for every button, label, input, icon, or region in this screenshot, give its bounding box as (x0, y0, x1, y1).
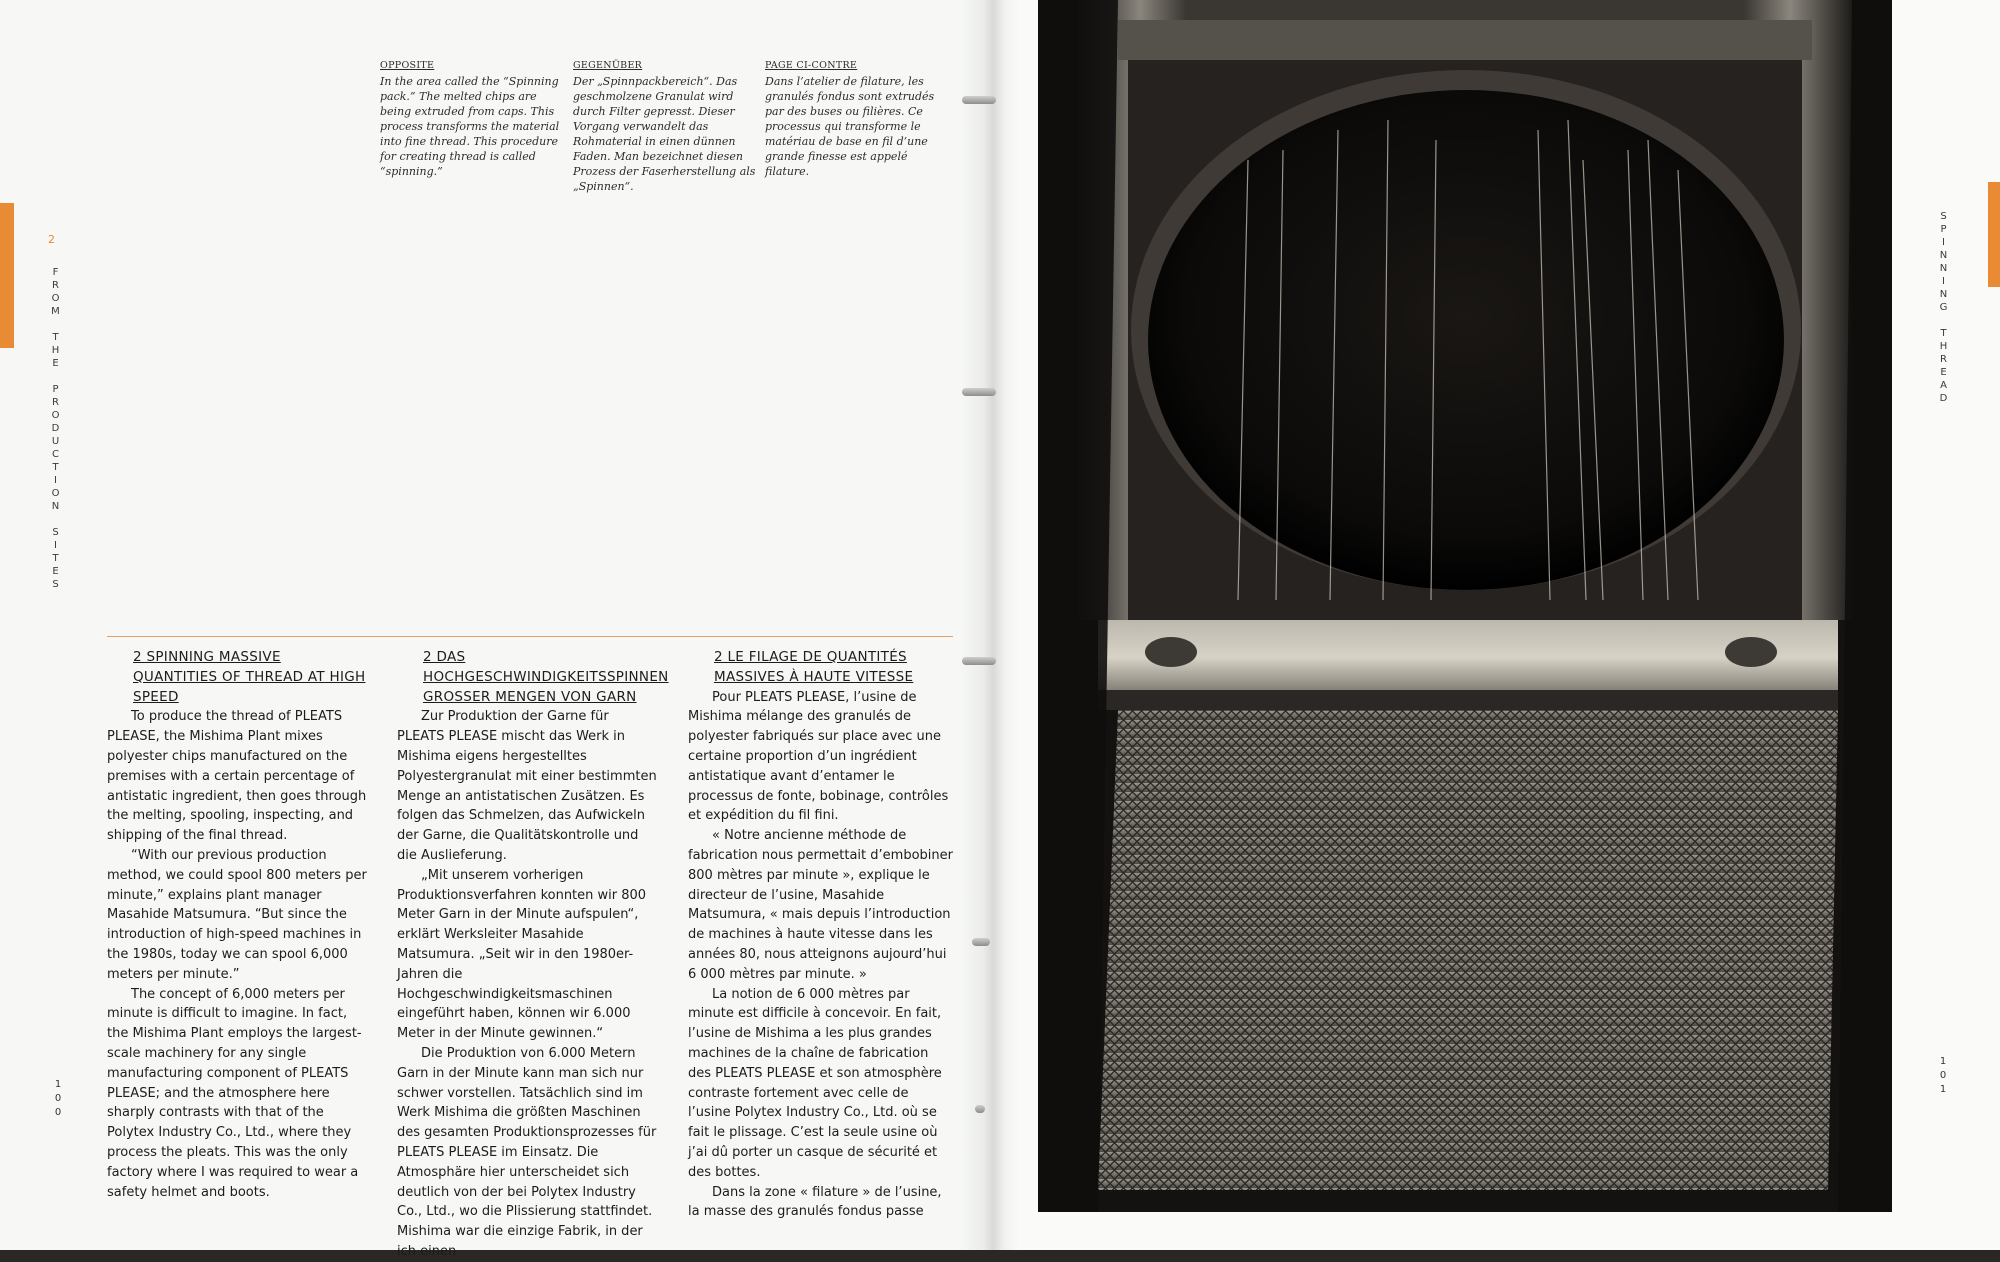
paragraph: Zur Produktion der Garne für PLEATS PLEASE mischt das Werk in Mishima eigens hergestelltes Polyestergranulat mit einer bestimmten Menge an antistatischen Zusätzen. Es folgen das Schmelzen, das Aufwickeln der Garne, die Qualitätskontrolle und die Auslieferung. (397, 709, 657, 863)
article-german (397, 648, 669, 1262)
caption-english (380, 58, 570, 179)
caption-french (765, 58, 955, 179)
section-label-vertical: F R O M T H E P R O D U C T I O N S I T E S (51, 267, 61, 590)
book-spine (960, 0, 1020, 1250)
paragraph: La notion de 6 000 mètres par minute est difficile à concevoir. En fait, l’usine de Mishima a les plus grandes machines de la chaîne de fabrication des PLEATS PLEASE et son atmosphère contraste fortement avec celle de l’usine Polytex Industry Co., Ltd. où se fait le plissage. C’est la seule usine où j’ai dû porter un casque de sécurité et des bottes. (688, 986, 942, 1180)
caption-text: Dans l’atelier de filature, les granulés fondus sont extrudés par des buses ou filières. Ce processus qui transforme le matériau de base en fil d’une grande finesse est appelé filature. (765, 75, 935, 178)
paragraph: Dans la zone « filature » de l’usine, la masse des granulés fondus passe (688, 1184, 942, 1220)
caption-german (573, 58, 763, 194)
paragraph: To produce the thread of PLEATS PLEASE, the Mishima Plant mixes polyester chips manufactured on the premises with a certain percentage of antistatic ingredient, then goes through the melting, spooling, inspecting, and shipping of the final thread. (107, 709, 367, 844)
article-heading: 2 DAS HOCHGESCHWINDIGKEITSSPINNEN GROSSER MENGEN VON GARN (423, 649, 669, 705)
section-divider (107, 636, 953, 637)
caption-text: In the area called the “Spinning pack.” The melted chips are being extruded from caps. This process transforms the material into fine thread. This procedure for creating thread is called “spinning.” (380, 75, 560, 178)
article-french (688, 648, 954, 1222)
caption-label: OPPOSITE (380, 60, 435, 71)
chapter-number: 2 (48, 233, 55, 246)
caption-text: Der „Spinnpackbereich“. Das geschmolzene Granulat wird durch Filter gepresst. Dieser Vorgang verwandelt das Rohmaterial in einen dünnen Faden. Man bezeichnet diesen Prozess der Faserherstellung als „Spinnen“. (573, 75, 756, 193)
spinning-machine-photo-icon (1038, 0, 1892, 1212)
caption-label: GEGENÜBER (573, 60, 643, 71)
paragraph: “With our previous production method, we could spool 800 meters per minute,” explains plant manager Masahide Matsumura. “But since the introduction of high-speed machines in the 1980s, today we can spool 6,000 meters per minute.” (107, 847, 367, 982)
binding-ring-icon (972, 938, 990, 946)
photo-illustration (1038, 0, 1892, 1212)
article-english (107, 648, 369, 1202)
running-head-vertical: S P I N N I N G T H R E A D (1939, 211, 1949, 404)
paragraph: „Mit unserem vorherigen Produktionsverfahren konnten wir 800 Meter Garn in der Minute aufspulen“, erklärt Werksleiter Masahide Matsumura. „Seit wir in den 1980er-Jahren die Hochgeschwindigkeitsmaschinen eingeführt haben, können wir 6.000 Meter in der Minute gewinnen.“ (397, 867, 647, 1042)
paragraph: Pour PLEATS PLEASE, l’usine de Mishima mélange des granulés de polyester fabriqués sur place avec une certaine proportion d’un ingrédient antistatique avant d’entamer le processus de fonte, bobinage, contrôles et expédition du fil fini. (688, 689, 949, 824)
binding-ring-icon (962, 96, 996, 104)
paragraph: « Notre ancienne méthode de fabrication nous permettait d’embobiner 800 mètres par minute », explique le directeur de l’usine, Masahide Matsumura, « mais depuis l’introduction de machines à haute vitesse dans les années 80, nous atteignons aujourd’hui 6 000 mètres par minute. » (688, 828, 953, 982)
page-number-right: 1 0 1 (1939, 1056, 1947, 1095)
article-heading: 2 LE FILAGE DE QUANTITÉS MASSIVES À HAUTE VITESSE (714, 649, 914, 685)
caption-label: PAGE CI-CONTRE (765, 60, 858, 71)
binding-ring-icon (962, 657, 996, 665)
paragraph: Die Produktion von 6.000 Metern Garn in der Minute kann man sich nur schwer vorstellen. Tatsächlich sind im Werk Mishima die größten Maschinen des gesamten Produktionsprozesses für PLEATS PLEASE im Einsatz. Die Atmosphäre hier unterscheidet sich deutlich von der bei Polytex Industry Co., Ltd., wo die Plissierung stattfindet. Mishima war die einzige Fabrik, in der ich einen (397, 1045, 657, 1259)
section-tab-right (1988, 182, 2000, 287)
section-tab-left (0, 203, 14, 348)
article-heading: 2 SPINNING MASSIVE QUANTITIES OF THREAD AT HIGH SPEED (133, 649, 366, 705)
paragraph: The concept of 6,000 meters per minute is difficult to imagine. In fact, the Mishima Plant employs the largest-scale machinery for any single manufacturing component of PLEATS PLEASE; and the atmosphere here sharply contrasts with that of the Polytex Industry Co., Ltd., where they process the pleats. This was the only factory where I was required to wear a safety helmet and boots. (107, 986, 362, 1200)
page-number-left: 1 0 0 (54, 1079, 62, 1118)
binding-ring-icon (962, 388, 996, 396)
binding-ring-icon (975, 1105, 985, 1113)
